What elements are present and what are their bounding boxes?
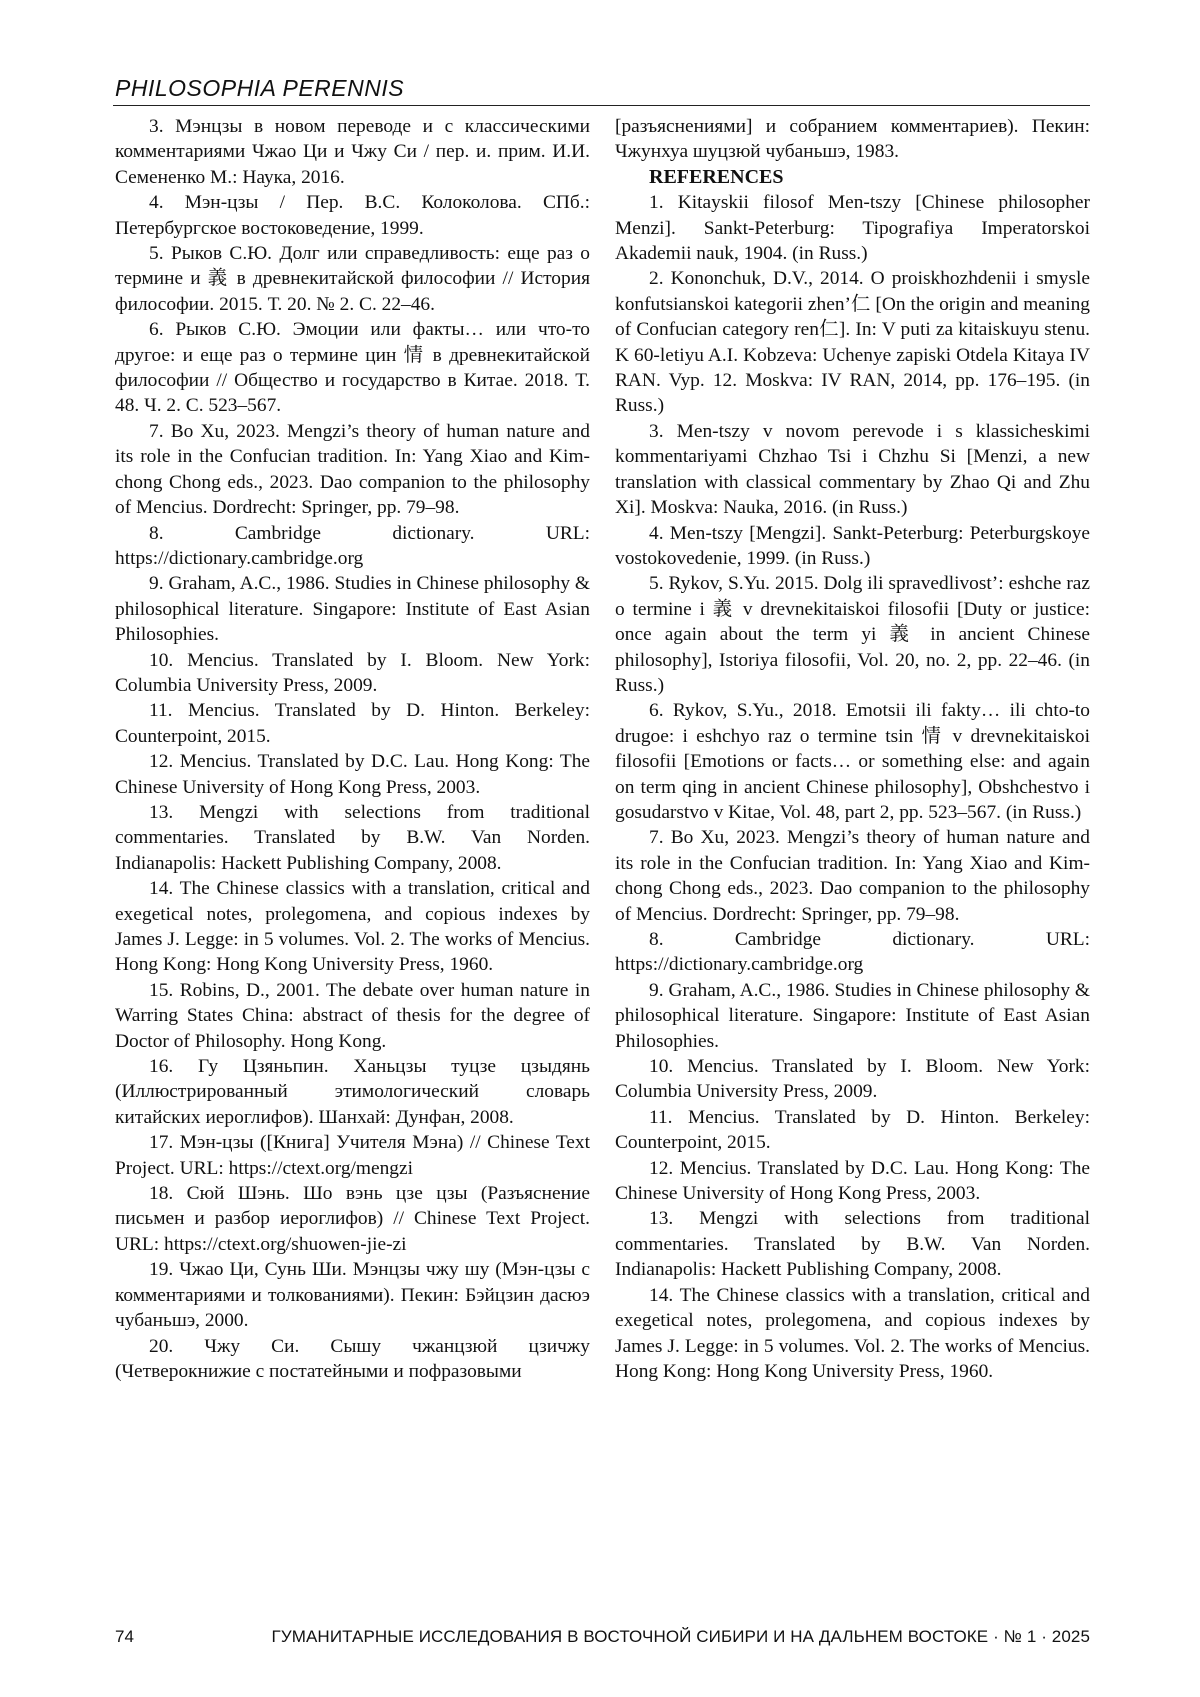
- right-column: [615, 114, 1090, 1384]
- reference-entry: 14. The Chinese classics with a translation, critical and exegetical notes, prolegomena, and copious indexes by James J. Legge: in 5 volumes. Vol. 2. The works of Mencius. Hong Kong: Hong Kong University Press, 1960.: [115, 878, 590, 976]
- reference-entry: 3. Мэнцзы в новом переводе и с классическими комментариями Чжао Ци и Чжу Си / пер. и. прим. И.И. Семененко М.: Наука, 2016.: [115, 116, 590, 188]
- reference-entry: 14. The Chinese classics with a translation, critical and exegetical notes, prolegomena, and copious indexes by James J. Legge: in 5 volumes. Vol. 2. The works of Mencius. Hong Kong: Hong Kong University Press, 1960.: [615, 1284, 1090, 1382]
- reference-entry: 7. Bo Xu, 2023. Mengzi’s theory of human nature and its role in the Confucian tradition. In: Yang Xiao and Kim-chong Chong eds., 2023. Dao companion to the philosophy of Mencius. Dordrecht: Springer, pp. 79–98.: [115, 420, 590, 519]
- reference-entry: 13. Mengzi with selections from traditional commentaries. Translated by B.W. Van Norden. Indianapolis: Hackett Publishing Company, 2008.: [615, 1208, 1090, 1281]
- reference-entry: 8. Cambridge dictionary. URL: https://dictionary.cambridge.org: [615, 929, 1090, 976]
- running-head: PHILOSOPHIA PERENNIS: [115, 75, 405, 101]
- reference-entry: 10. Mencius. Translated by I. Bloom. New York: Columbia University Press, 2009.: [615, 1056, 1090, 1103]
- header-rule: [113, 105, 1090, 106]
- reference-entry: 6. Рыков С.Ю. Эмоции или факты… или что-то другое: и еще раз о термине цин 情 в древнекитайской философии // Общество и государство в Китае. 2018. Т. 48. Ч. 2. С. 523–567.: [115, 319, 590, 417]
- journal-footer: ГУМАНИТАРНЫЕ ИССЛЕДОВАНИЯ В ВОСТОЧНОЙ СИБИРИ И НА ДАЛЬНЕМ ВОСТОКЕ · № 1 · 2025: [271, 1627, 1090, 1646]
- left-column: [115, 114, 590, 1384]
- reference-entry: 2. Kononchuk, D.V., 2014. O proiskhozhdenii i smysle konfutsianskoi kategorii zhen’仁 [On the origin and meaning of Confucian category ren仁]. In: V puti za kitaiskuyu stenu. K 60-letiyu A.I. Kobzeva: Uchenye zapiski Otdela Kitaya IV RAN. Vyp. 12. Moskva: IV RAN, 2014, pp. 176–195. (in Russ.): [615, 268, 1090, 417]
- reference-entry: 5. Rykov, S.Yu. 2015. Dolg ili spravedlivost’: eshche raz o termine i 義 v drevnekitaiskoi filosofii [Duty or justice: once again about the term yi 義 in ancient Chinese philosophy], Istoriya filosofii, Vol. 20, no. 2, pp. 22–46. (in Russ.): [615, 573, 1090, 696]
- reference-entry: 9. Graham, A.C., 1986. Studies in Chinese philosophy & philosophical literature. Singapore: Institute of East Asian Philosophies.: [115, 573, 590, 646]
- reference-entry: 11. Mencius. Translated by D. Hinton. Berkeley: Counterpoint, 2015.: [615, 1106, 1090, 1154]
- page-number: 74: [115, 1627, 134, 1646]
- reference-entry: 20. Чжу Си. Сышу чжанцзюй цзичжу (Четверокнижие с постатейными и пофразовыми: [115, 1335, 590, 1382]
- reference-entry: 15. Robins, D., 2001. The debate over human nature in Warring States China: abstract of thesis for the degree of Doctor of Philosophy. Hong Kong.: [115, 979, 590, 1052]
- reference-entry: 11. Mencius. Translated by D. Hinton. Berkeley: Counterpoint, 2015.: [115, 700, 590, 747]
- reference-continuation: [разъяснениями] и собранием комментариев). Пекин: Чжунхуа шуцзюй чубаньшэ, 1983.: [615, 116, 1090, 163]
- reference-entry: 17. Мэн-цзы ([Книга] Учителя Мэна) // Chinese Text Project. URL: https://ctext.org/mengzi: [115, 1132, 590, 1179]
- references-heading: REFERENCES: [649, 165, 784, 188]
- reference-entry: 7. Bo Xu, 2023. Mengzi’s theory of human nature and its role in the Confucian tradition. In: Yang Xiao and Kim-chong Chong eds., 2023. Dao companion to the philosophy of Mencius. Dordrecht: Springer, pp. 79–98.: [615, 827, 1090, 925]
- reference-entry: 18. Сюй Шэнь. Шо вэнь цзе цзы (Разъяснение письмен и разбор иероглифов) // Chinese Text Project. URL: https://ctext.org/shuowen-jie-zi: [115, 1183, 590, 1255]
- reference-entry: 16. Гу Цзяньпин. Ханьцзы туцзе цзыдянь (Иллюстрированный этимологический словарь китайских иероглифов). Шанхай: Дунфан, 2008.: [115, 1056, 590, 1128]
- reference-entry: 5. Рыков С.Ю. Долг или справедливость: еще раз о термине и 義 в древнекитайской философии // История философии. 2015. Т. 20. № 2. С. 22–46.: [115, 243, 590, 315]
- reference-entry: 12. Mencius. Translated by D.C. Lau. Hong Kong: The Chinese University of Hong Kong Press, 2003.: [115, 751, 590, 798]
- reference-entry: 9. Graham, A.C., 1986. Studies in Chinese philosophy & philosophical literature. Singapore: Institute of East Asian Philosophies.: [615, 979, 1090, 1052]
- reference-entry: 12. Mencius. Translated by D.C. Lau. Hong Kong: The Chinese University of Hong Kong Press, 2003.: [615, 1157, 1090, 1205]
- reference-entry: 6. Rykov, S.Yu., 2018. Emotsii ili fakty… ili chto-to drugoe: i eshchyo raz o termine tsin 情 v drevnekitaiskoi filosofii [Emotions or facts… or something else: and again on term qing in ancient Chinese philosophy], Obshchestvo i gosudarstvo v Kitae, Vol. 48, part 2, pp. 523–567. (in Russ.): [615, 700, 1090, 823]
- reference-entry: 8. Cambridge dictionary. URL: https://dictionary.cambridge.org: [115, 522, 590, 569]
- reference-entry: 4. Men-tszy [Mengzi]. Sankt-Peterburg: Peterburgskoye vostokovedenie, 1999. (in Russ.): [615, 522, 1090, 569]
- reference-entry: 19. Чжао Ци, Сунь Ши. Мэнцзы чжу шу (Мэн-цзы с комментариями и толкованиями). Пекин: Бэйцзин дасюэ чубаньшэ, 2000.: [115, 1259, 590, 1332]
- reference-entry: 1. Kitayskii filosof Men-tszy [Chinese philosopher Menzi]. Sankt-Peterburg: Tipografiya Imperatorskoi Akademii nauk, 1904. (in Russ.): [615, 192, 1090, 265]
- reference-entry: 4. Мэн-цзы / Пер. В.С. Колоколова. СПб.: Петербургское востоковедение, 1999.: [115, 192, 590, 239]
- reference-entry: 13. Mengzi with selections from traditional commentaries. Translated by B.W. Van Norden. Indianapolis: Hackett Publishing Company, 2008.: [115, 801, 590, 874]
- reference-entry: 3. Men-tszy v novom perevode i s klassicheskimi kommentariyami Chzhao Tsi i Chzhu Si [Menzi, a new translation with classical commentary by Zhao Qi and Zhu Xi]. Moskva: Nauka, 2016. (in Russ.): [615, 420, 1090, 519]
- reference-entry: 10. Mencius. Translated by I. Bloom. New York: Columbia University Press, 2009.: [115, 649, 590, 696]
